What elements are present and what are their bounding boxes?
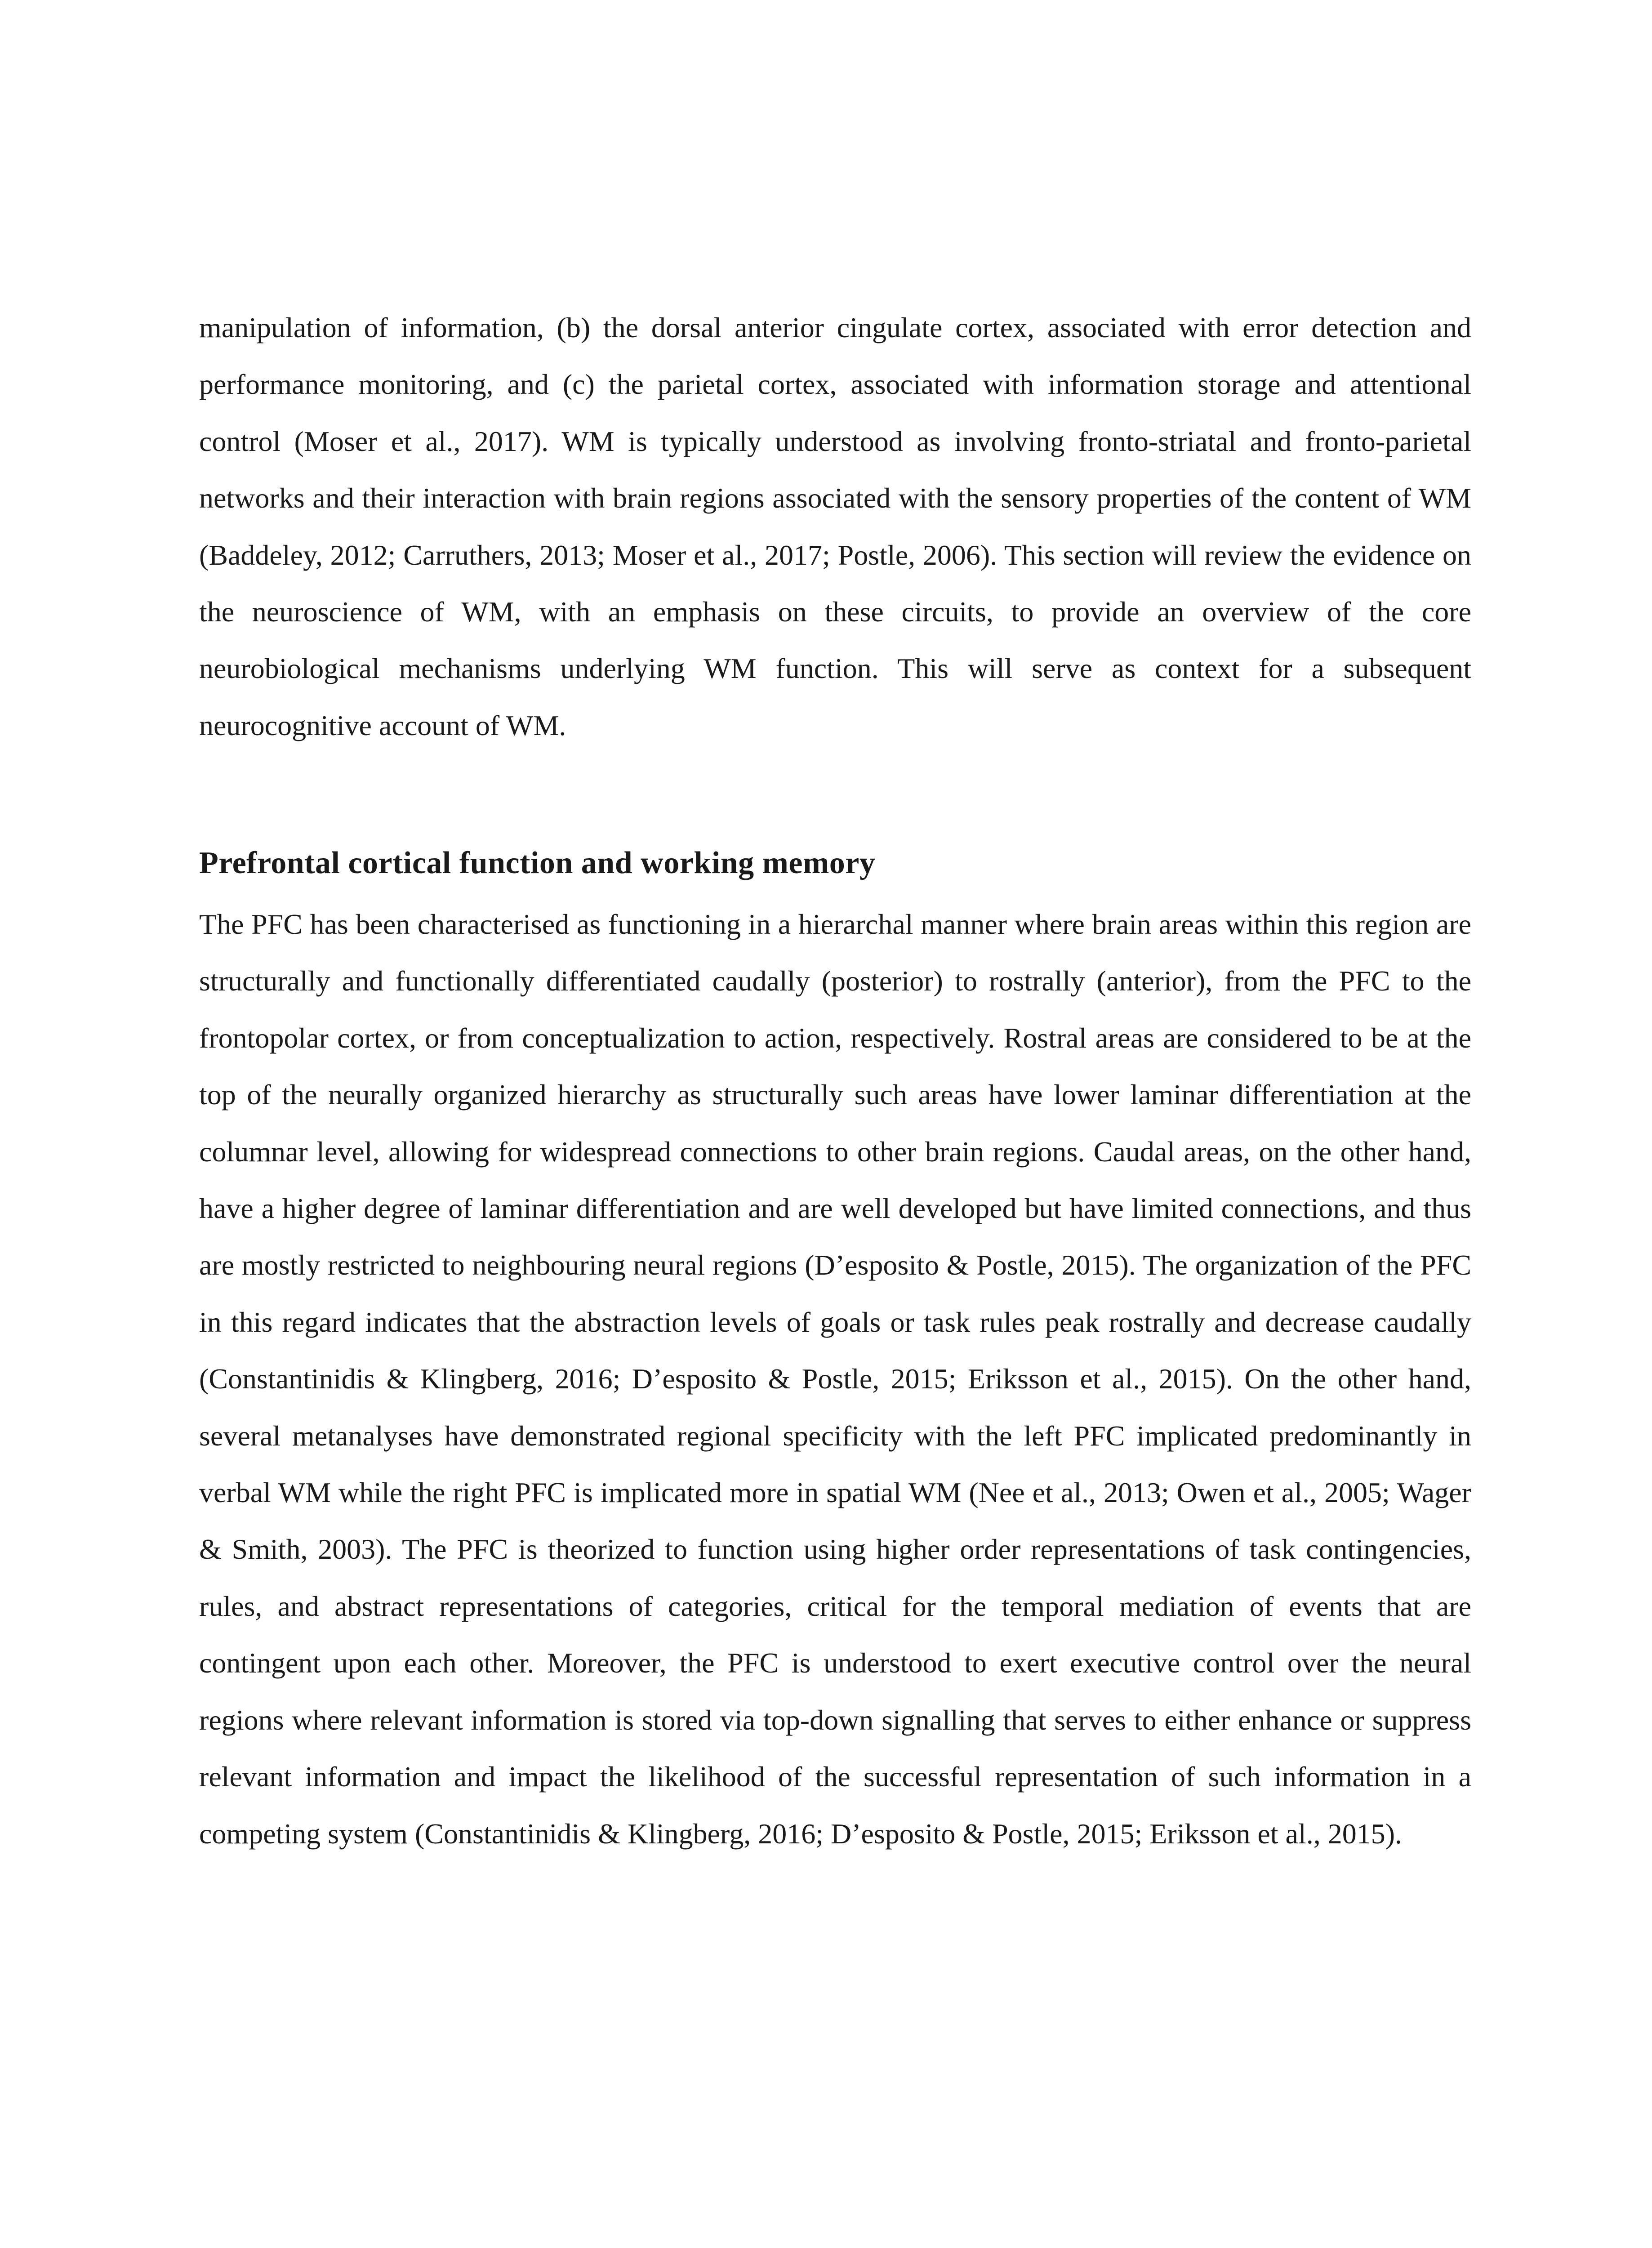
body-paragraph-pfc: The PFC has been characterised as functioning in a hierarchal manner where brain areas within this region are structurally and functionally differentiated caudally (posterior) to rostrally (anterior), from the PFC to the frontopolar cortex, or from conceptualization to action, respectively. Rostral areas are considered to be at the top of the neurally organized hierarchy as structurally such areas have lower laminar differentiation at the columnar level, allowing for widespread connections to other brain regions. Caudal areas, on the other hand, have a higher degree of laminar differentiation and are well developed but have limited connections, and thus are mostly restricted to neighbouring neural regions (D’esposito & Postle, 2015). The organization of the PFC in this regard indicates that the abstraction levels of goals or task rules peak rostrally and decrease caudally (Constantinidis & Klingberg, 2016; D’esposito & Postle, 2015; Eriksson et al., 2015). On the other hand, several metanalyses have demonstrated regional specificity with the left PFC implicated predominantly in verbal WM while the right PFC is implicated more in spatial WM (Nee et al., 2013; Owen et al., 2005; Wager & Smith, 2003). The PFC is theorized to function using higher order representations of task contingencies, rules, and abstract representations of categories, critical for the temporal mediation of events that are contingent upon each other. Moreover, the PFC is understood to exert executive control over the neural regions where relevant information is stored via top-down signalling that serves to either enhance or suppress relevant information and impact the likelihood of the successful representation of such information in a competing system (Constantinidis & Klingberg, 2016; D’esposito & Postle, 2015; Eriksson et al., 2015). — [199, 908, 1471, 1850]
body-paragraph-intro: manipulation of information, (b) the dorsal anterior cingulate cortex, associated with error detection and performance monitoring, and (c) the parietal cortex, associated with information storage and attentional control (Moser et al., 2017). WM is typically understood as involving fronto-striatal and fronto-parietal networks and their interaction with brain regions associated with the sensory properties of the content of WM (Baddeley, 2012; Carruthers, 2013; Moser et al., 2017; Postle, 2006). This section will review the evidence on the neuroscience of WM, with an emphasis on these circuits, to provide an overview of the core neurobiological mechanisms underlying WM function. This will serve as context for a subsequent neurocognitive account of WM. — [199, 312, 1471, 741]
section-heading: Prefrontal cortical function and working memory — [199, 846, 876, 880]
